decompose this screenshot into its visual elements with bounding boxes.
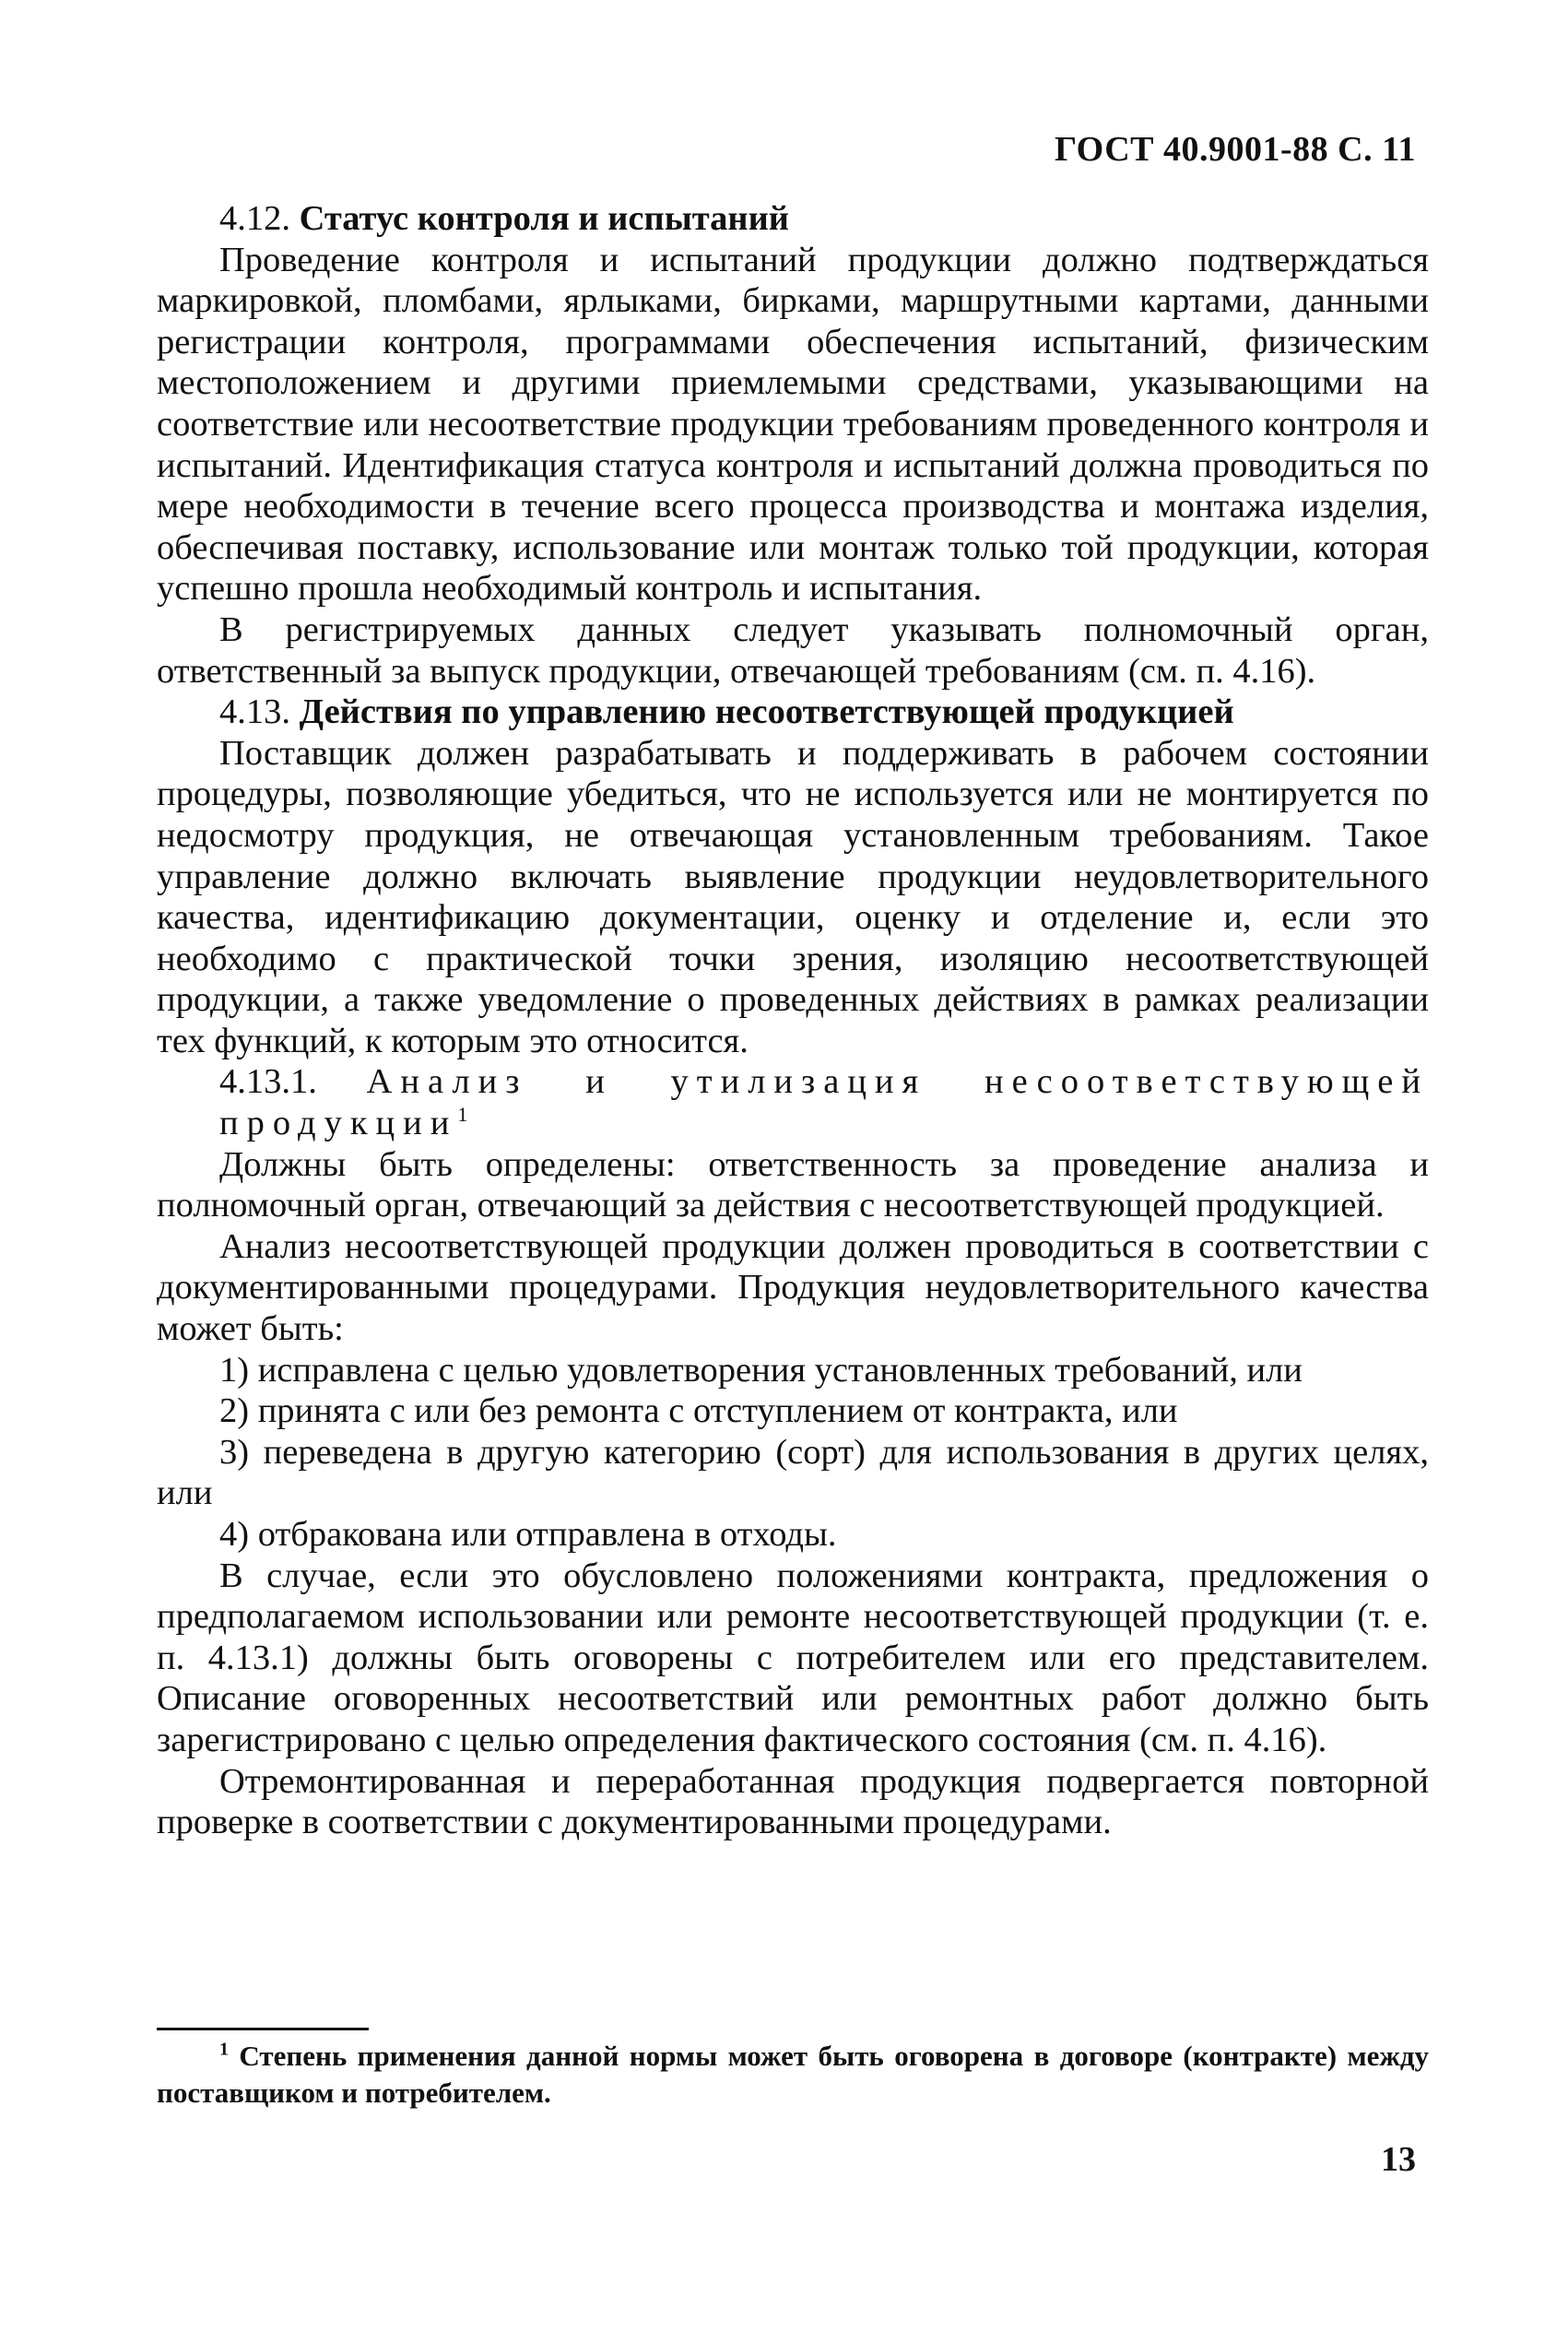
- footnote-text: Степень применения данной нормы может быть оговорена в договоре (контракте) между поставщиком и потребителем.: [157, 2040, 1429, 2109]
- body-text: [157, 198, 1429, 1843]
- subsection-number: 4.13.1.: [219, 1062, 317, 1102]
- section-number: 4.12.: [219, 199, 290, 238]
- subsection-heading-4-13-1: [157, 1061, 1429, 1103]
- subsection-title: Анализ и утилизация несоответствующей: [366, 1062, 1429, 1102]
- section-title: Статус контроля и испытаний: [299, 199, 789, 238]
- paragraph: Поставщик должен разрабатывать и поддерживать в рабочем состоянии процедуры, позволяющие убедиться, что не используется или не монтируется по недосмотру продукция, не отвечающая установленным требованиям. Такое управление должно включать выявление продукции неудовлетворительного качества, идентификацию документации, оценку и отделение и, если это необходимо с практической точки зрения, изоляцию несоответствующей продукции, а также уведомление о проведенных действиях в рамках реализации тех функций, к которым это относится.: [157, 733, 1429, 1060]
- list-item: 1) исправлена с целью удовлетворения установленных требований, или: [219, 1350, 1303, 1390]
- section-title: Действия по управлению несоответствующей продукцией: [299, 692, 1234, 732]
- subsection-title-cont: продукции: [219, 1104, 458, 1143]
- list-item: 4) отбракована или отправлена в отходы.: [219, 1515, 837, 1554]
- subsection-heading-cont: [157, 1103, 1429, 1144]
- section-heading-4-13: [157, 692, 1429, 733]
- footnote-mark: 1: [219, 2039, 229, 2060]
- paragraph: В случае, если это обусловлено положениями контракта, предложения о предполагаемом использовании или ремонте несоответствующей продукции (т. е. п. 4.13.1) должны быть оговорены с потребителем или его представителем. Описание оговоренных несоответствий или ремонтных работ должно быть зарегистрировано с целью определения фактического состояния (см. п. 4.16).: [157, 1556, 1429, 1759]
- paragraph: Проведение контроля и испытаний продукции должно подтверждаться маркировкой, пломбами, ярлыками, бирками, маршрутными картами, данными регистрации контроля, программами обеспечения испытаний, физическим местоположением и другими приемлемыми средствами, указывающими на соответствие или несоответствие продукции требованиям проведенного контроля и испытаний. Идентификация статуса контроля и испытаний должна проводиться по мере необходимости в течение всего процесса производства и монтажа изделия, обеспечивая поставку, использование или монтаж только той продукции, которая успешно прошла необходимый контроль и испытания.: [157, 240, 1429, 609]
- paragraph: Отремонтированная и переработанная продукция подвергается повторной проверке в соответствии с документированными процедурами.: [157, 1761, 1429, 1842]
- list-item: 3) переведена в другую категорию (сорт) для использования в других целях, или: [157, 1432, 1429, 1513]
- paragraph: В регистрируемых данных следует указывать полномочный орган, ответственный за выпуск продукции, отвечающей требованиям (см. п. 4.16).: [157, 609, 1429, 691]
- list-item: 2) принята с или без ремонта с отступлением от контракта, или: [219, 1391, 1178, 1431]
- running-header: ГОСТ 40.9001-88 С. 11: [1054, 130, 1416, 169]
- paragraph: Анализ несоответствующей продукции должен проводиться в соответствии с документированными процедурами. Продукция неудовлетворительного качества может быть:: [157, 1226, 1429, 1349]
- section-heading-4-12: [157, 198, 1429, 240]
- footnote-reference: 1: [457, 1103, 468, 1127]
- footnote: [157, 2038, 1429, 2112]
- footnote-divider: [157, 2028, 369, 2030]
- page-number: 13: [1381, 2140, 1416, 2179]
- section-number: 4.13.: [219, 692, 290, 732]
- paragraph: Должны быть определены: ответственность за проведение анализа и полномочный орган, отвечающий за действия с несоответствующей продукцией.: [157, 1144, 1429, 1225]
